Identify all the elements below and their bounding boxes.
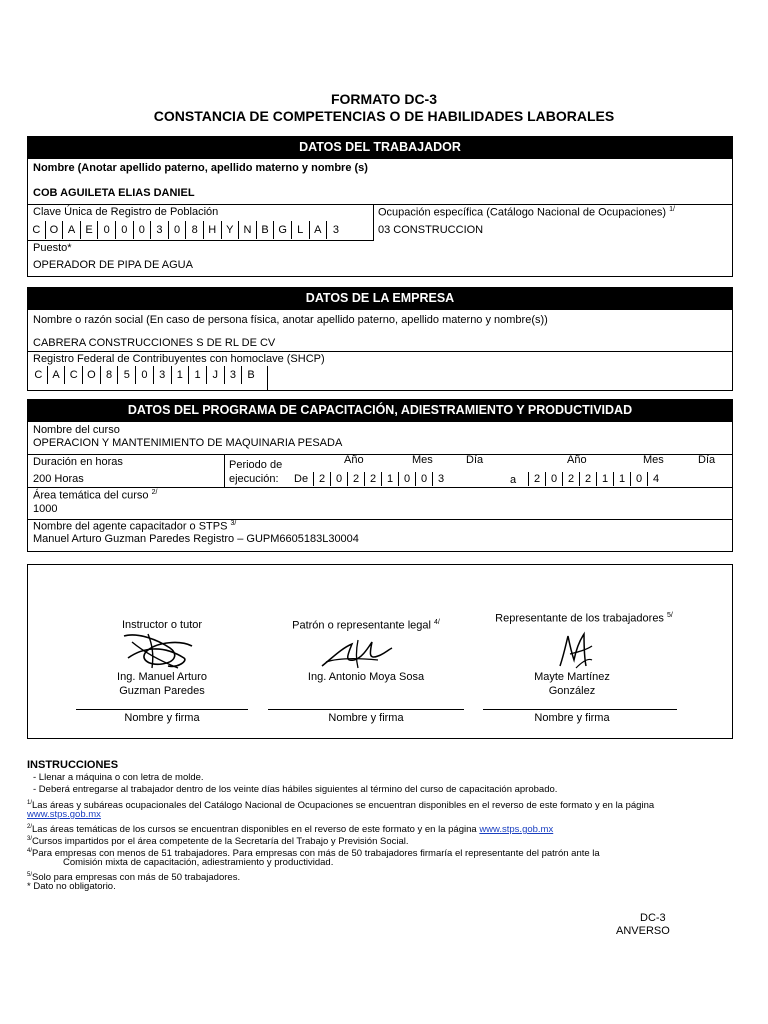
course-name-label: Nombre del curso: [33, 424, 120, 436]
end-date-digit: 1: [613, 472, 630, 486]
instructor-sign-caption: Nombre y firma: [124, 712, 200, 724]
company-name-value: CABRERA CONSTRUCCIONES S DE RL DE CV: [33, 337, 276, 349]
course-name-value: OPERACION Y MANTENIMIENTO DE MAQUINARIA PESADA: [33, 437, 343, 449]
footer-form-code: DC-3: [640, 912, 666, 924]
curp-char: 3: [332, 224, 339, 236]
instruction-footnote-optional: * Dato no obligatorio.: [27, 881, 116, 892]
end-date-digit: 2: [579, 472, 596, 486]
end-date-digit: 2: [528, 472, 545, 486]
employer-name: Ing. Antonio Moya Sosa: [307, 671, 425, 683]
employer-signature-line: [268, 709, 464, 710]
divider: [27, 351, 733, 352]
instruction-footnote-5: $^{5/}$Solo para empresas con más de 50 trabajadores.: [27, 872, 241, 884]
curp-char: 0: [134, 221, 152, 239]
worker-name-label: Nombre (Anotar apellido paterno, apellido materno y nombre (s): [33, 162, 368, 174]
instruction-footnote-1: $^{1/}$Las áreas y subáreas ocupacionales del Catálogo Nacional de Ocupaciones se encuentran disponibles en el reverso de este formato y en la página: [27, 800, 655, 812]
start-date-digit: 2: [313, 472, 330, 486]
rfc-char: 1: [172, 366, 190, 384]
start-date-digit: 0: [415, 472, 432, 486]
period-to-label: a: [510, 474, 517, 486]
rfc-char: B: [247, 369, 255, 381]
curp-char: 0: [116, 221, 134, 239]
end-date-digit: 1: [596, 472, 613, 486]
start-date-digit: 1: [381, 472, 398, 486]
curp-char: 3: [151, 221, 169, 239]
end-date-digit: 0: [630, 472, 647, 486]
employer-signature-image: [318, 636, 394, 672]
stps-link[interactable]: www.stps.gob.mx: [27, 809, 101, 820]
divider: [373, 204, 374, 240]
curp-char-boxes: [28, 221, 345, 239]
workers-rep-title: Representante de los trabajadores $^{5/}$: [495, 612, 673, 625]
curp-char: H: [204, 221, 222, 239]
end-year-label: Año: [567, 454, 587, 466]
rfc-char: 0: [136, 366, 154, 384]
trainer-agent-label: Nombre del agente capacitador o STPS $^{3/}$: [33, 520, 237, 533]
curp-char: C: [28, 221, 46, 239]
end-date-digits: [528, 472, 664, 486]
stps-link[interactable]: www.stps.gob.mx: [479, 824, 554, 836]
curp-char: E: [81, 221, 99, 239]
instructor-title: Instructor o tutor: [121, 619, 203, 631]
trainer-agent-value: Manuel Arturo Guzman Paredes Registro – GUPM6605183L30004: [33, 533, 359, 545]
start-date-digit: 2: [364, 472, 381, 486]
position-value: OPERADOR DE PIPA DE AGUA: [33, 259, 193, 271]
duration-label: Duración en horas: [33, 456, 123, 468]
rfc-char: 3: [225, 366, 243, 384]
employer-title: Patrón o representante legal $^{4/}$: [292, 619, 440, 632]
divider: [27, 487, 733, 488]
divider: [27, 240, 374, 241]
curp-char: A: [63, 221, 81, 239]
end-month-label: Mes: [643, 454, 664, 466]
curp-char: A: [310, 221, 328, 239]
curp-char: Y: [222, 221, 240, 239]
occupation-value: 03 CONSTRUCCION: [378, 224, 484, 236]
worker-name-value: COB AGUILETA ELIAS DANIEL: [33, 187, 195, 199]
rfc-char: J: [207, 366, 225, 384]
instructor-name-line2: Guzman Paredes: [119, 685, 205, 697]
end-date-digit: 2: [562, 472, 579, 486]
start-day-label: Día: [466, 454, 484, 466]
divider: [267, 366, 268, 391]
curp-char: N: [239, 221, 257, 239]
rfc-char: C: [65, 366, 83, 384]
rfc-char: 3: [154, 366, 172, 384]
end-day-label: Día: [698, 454, 716, 466]
program-section-header: DATOS DEL PROGRAMA DE CAPACITACIÓN, ADIESTRAMIENTO Y PRODUCTIVIDAD: [27, 399, 733, 421]
curp-char: B: [257, 221, 275, 239]
period-from-label: De: [294, 473, 309, 485]
curp-char: O: [46, 221, 64, 239]
company-name-label: Nombre o razón social (En caso de persona física, anotar apellido paterno, apellido materno y nombre(s)): [33, 314, 548, 326]
instructor-signature-line: [76, 709, 248, 710]
start-date-digit: 2: [347, 472, 364, 486]
start-date-digits: [313, 472, 449, 486]
start-date-digit: 0: [330, 472, 347, 486]
rfc-char: 8: [101, 366, 119, 384]
worker-section-header: DATOS DEL TRABAJADOR: [27, 136, 733, 158]
instruction-line: - Llenar a máquina o con letra de molde.: [33, 772, 204, 783]
instructor-signature-image: [118, 628, 198, 672]
curp-char: 0: [98, 221, 116, 239]
instruction-footnote-4-continued: Comisión mixta de capacitación, adiestramiento y productividad.: [63, 857, 334, 868]
end-date-digit: 4: [647, 472, 664, 486]
duration-value: 200 Horas: [33, 473, 84, 485]
rfc-char: O: [83, 366, 101, 384]
occupation-label: Ocupación específica (Catálogo Nacional de Ocupaciones) $^{1/}$: [378, 206, 675, 219]
start-date-digit: 0: [398, 472, 415, 486]
workers-rep-signature-line: [483, 709, 677, 710]
rfc-char-boxes: [30, 366, 260, 384]
workers-rep-name-line2: González: [548, 685, 596, 697]
start-month-label: Mes: [412, 454, 433, 466]
subject-area-value: 1000: [33, 503, 58, 515]
instruction-line: - Deberá entregarse al trabajador dentro de los veinte días hábiles siguientes al término del curso de capacitación aprobado.: [33, 784, 558, 795]
position-label: Puesto*: [33, 242, 72, 254]
form-code-title: FORMATO DC-3: [330, 91, 438, 107]
rfc-char: 1: [189, 366, 207, 384]
instruction-footnote-2: $^{2/}$Las áreas temáticas de los cursos se encuentran disponibles en el reverso de este formato y en la página www.stps.gob.mx: [27, 824, 554, 836]
curp-char: 8: [186, 221, 204, 239]
instructions-title: INSTRUCCIONES: [27, 759, 119, 771]
company-section-header: DATOS DE LA EMPRESA: [27, 287, 733, 309]
divider: [224, 454, 225, 487]
instruction-footnote-3: $^{3/}$Cursos impartidos por el área competente de la Secretaría del Trabajo y Previsión Social.: [27, 836, 409, 848]
curp-label: Clave Única de Registro de Población: [33, 206, 219, 218]
employer-sign-caption: Nombre y firma: [328, 712, 404, 724]
end-date-digit: 0: [545, 472, 562, 486]
rfc-label: Registro Federal de Contribuyentes con homoclave (SHCP): [33, 353, 325, 365]
curp-char: L: [292, 221, 310, 239]
period-label-line2: ejecución:: [229, 473, 279, 485]
divider: [27, 204, 733, 205]
workers-rep-name-line1: Mayte Martínez: [534, 671, 610, 683]
workers-rep-signature-image: [556, 630, 596, 672]
divider: [27, 454, 733, 455]
instruction-footnote-4: $^{4/}$Para empresas con menos de 51 trabajadores. Para empresas con más de 50 trabajadores firmaría el representante del patrón ante la: [27, 848, 600, 860]
curp-char: 0: [169, 221, 187, 239]
rfc-char: A: [48, 366, 66, 384]
instruction-footnote-1-link-row: [27, 809, 101, 821]
instructor-name-line1: Ing. Manuel Arturo: [117, 671, 207, 683]
start-year-label: Año: [344, 454, 364, 466]
rfc-char: 5: [118, 366, 136, 384]
form-main-title: CONSTANCIA DE COMPETENCIAS O DE HABILIDADES LABORALES: [153, 108, 615, 124]
curp-char: G: [274, 221, 292, 239]
workers-rep-sign-caption: Nombre y firma: [534, 712, 610, 724]
footer-side-label: ANVERSO: [616, 925, 670, 937]
period-label-line1: Periodo de: [229, 459, 283, 471]
start-date-digit: 3: [432, 472, 449, 486]
subject-area-label: Área temática del curso $^{2/}$: [33, 489, 158, 502]
rfc-char: C: [30, 366, 48, 384]
